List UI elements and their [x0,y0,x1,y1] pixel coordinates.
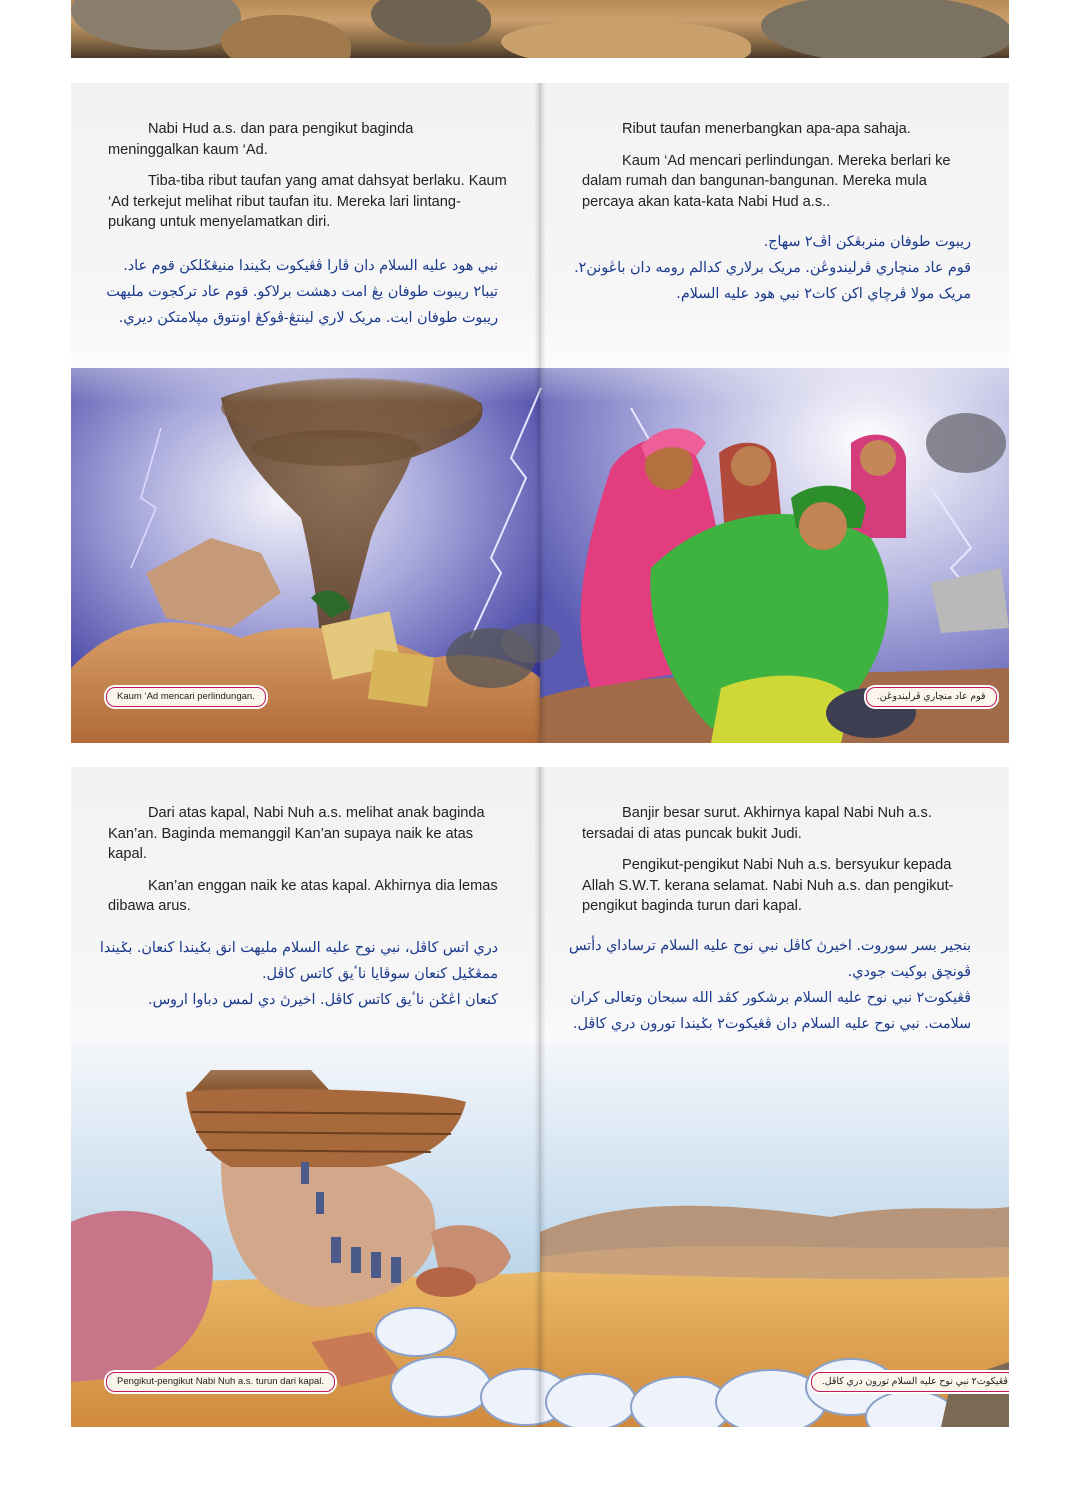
jawi-line: ريبوت طوفان منربڠکن اڤ٢ سهاج. [763,234,971,250]
jawi-line: بنجير بسر سوروت. اخيرڽ کاڤل نبي نوح عليه السلام ترساداي دأتس [568,938,971,954]
left-page-text-area [71,83,540,403]
jawi-line: دري اتس کاڤل، نبي نوح عليه السلام مليهت انق بݢيندا کنعان. بݢيندا [99,940,498,956]
rumi-paragraph: Kan’an enggan naik ke atas kapal. Akhirnya dia lemas dibawa arus. [108,877,498,914]
jawi-line: ممڠݢيل کنعان سوڤايا ناٴيق کاتس کاڤل. [262,966,498,982]
rumi-text-block [108,119,508,233]
rumi-text-block [108,803,508,917]
right-page-text-area [540,83,1009,403]
rumi-paragraph: Dari atas kapal, Nabi Nuh a.s. melihat anak baginda Kan’an. Baginda memanggil Kan’an supaya naik ke atas kapal. [108,805,485,862]
rumi-paragraph: Pengikut-pengikut Nabi Nuh a.s. bersyukur kepada Allah S.W.T. kerana selamat. Nabi Nuh a.s. dan pengikut-pengikut baginda turun dari kapal. [582,857,954,914]
jawi-text-block [98,935,498,1013]
rumi-paragraph: Ribut taufan menerbangkan apa-apa sahaja. [622,121,911,137]
right-page-text-area [540,767,1009,1087]
rumi-text-block [582,119,982,212]
jawi-line: سلامت. نبي نوح عليه السلام دان ڤڠيکوت٢ بݢيندا تورون دري کاڤل. [573,1016,971,1032]
book-spread-nabi-nuh [71,767,1009,1427]
jawi-line: تيبا٢ ريبوت طوفان يڠ امت دهشت برلاکو. قوم عاد ترکجوت مليهت [106,284,498,300]
jawi-line: کنعان اڠݢن ناٴيق کاتس کاڤل. اخيرڽ دي لمس دباوا اروس. [148,992,498,1008]
book-spine-shadow [534,767,546,1427]
illustration-caption-jawi: قوم عاد منچاري ڤرليندوڠن. [866,687,997,707]
rumi-text-block [582,803,982,917]
rumi-paragraph: Banjir besar surut. Akhirnya kapal Nabi Nuh a.s. tersadai di atas puncak bukit Judi. [582,805,932,842]
book-spine-shadow [534,83,546,743]
jawi-text-block [571,229,971,307]
jawi-line: ڤونچق بوکيت جودي. [847,964,971,980]
illustration-caption-jawi: ڤڠيکوت٢ نبي نوح عليه السلام تورون دري کاڤل. [811,1372,1009,1392]
left-page-text-area [71,767,540,1087]
book-spread-nabi-hud [71,83,1009,743]
jawi-text-block [98,253,498,331]
jawi-line: ريبوت طوفان ايت. مريک لاري لينتڠ-ڤوکڠ اونتوق مڽلامتکن ديري. [118,310,498,326]
illustration-caption: Pengikut-pengikut Nabi Nuh a.s. turun dari kapal. [106,1372,335,1392]
rumi-paragraph: Nabi Hud a.s. dan para pengikut baginda meninggalkan kaum ‘Ad. [108,121,414,158]
jawi-line: مريک مولا ڤرچاي اکن کات٢ نبي هود عليه السلام. [676,286,971,302]
jawi-line: نبي هود عليه السلام دان ڤارا ڤڠيکوت بݢيندا منيڠݢلکن قوم عاد. [123,258,498,274]
rumi-paragraph: Tiba-tiba ribut taufan yang amat dahsyat berlaku. Kaum ‘Ad terkejut melihat ribut taufan itu. Mereka lari lintang-pukang untuk menyelamatkan diri. [108,173,507,230]
jawi-line: قوم عاد منچاري ڤرليندوڠن. مريک برلاري کدالم رومه دان باڠونن٢. [574,260,971,276]
jawi-text-block [568,933,971,1037]
previous-spread-illustration [71,0,1009,58]
jawi-line: ڤڠيکوت٢ نبي نوح عليه السلام برشکور کڤد الله سبحان وتعالى کران [570,990,971,1006]
rumi-paragraph: Kaum ‘Ad mencari perlindungan. Mereka berlari ke dalam rumah dan bangunan-bangunan. Mereka mula percaya akan kata-kata Nabi Hud a.s.. [582,152,951,210]
illustration-caption: Kaum ‘Ad mencari perlindungan. [106,687,266,707]
